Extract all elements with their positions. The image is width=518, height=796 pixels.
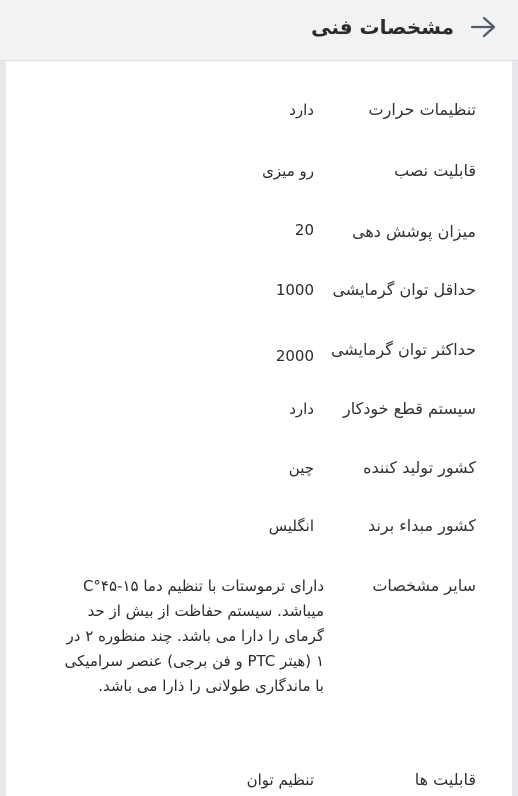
spec-label: قابلیت ها xyxy=(414,770,476,789)
spec-label: سیستم قطع خودکار xyxy=(343,399,476,418)
spec-label: کشور مبداء برند xyxy=(368,516,476,535)
spec-value: رو میزی xyxy=(262,162,314,180)
spec-label: تنظیمات حرارت xyxy=(368,100,476,119)
spec-label: کشور تولید کننده xyxy=(363,458,476,477)
spec-label: حداکثر توان گرمایشی xyxy=(330,340,476,359)
spec-value: دارای ترموستات با تنظیم دما ۱۵-۴۵°C میباشد. سیستم حفاظت از بیش از حد گرمای را دارا می باشد. چند منظوره ۲ در ۱ (هیتر PTC و فن برجی) عنصر سرامیکی با ماندگاری طولانی را ذارا می باشد. xyxy=(64,577,324,695)
spec-value: انگلیس xyxy=(268,517,314,535)
spec-value: دارد xyxy=(289,101,314,119)
page-header xyxy=(0,0,518,61)
right-frame-edge xyxy=(512,0,518,796)
spec-value: 2000 xyxy=(275,347,314,365)
spec-label: حداقل توان گرمایشی xyxy=(332,280,476,299)
spec-list xyxy=(6,60,512,796)
page-title: مشخصات فنی xyxy=(311,15,454,39)
arrow-right-icon xyxy=(469,15,497,43)
spec-label: سایر مشخصات xyxy=(372,576,476,595)
spec-value: 1000 xyxy=(275,281,314,299)
spec-value: چین xyxy=(288,459,314,477)
back-button[interactable] xyxy=(466,14,500,44)
spec-label: میزان پوشش دهی xyxy=(351,222,476,241)
spec-label: قابلیت نصب xyxy=(394,161,476,180)
spec-value: تنظیم توان xyxy=(246,771,314,789)
spec-value: 20 xyxy=(294,221,314,239)
spec-value: دارد xyxy=(289,400,314,418)
